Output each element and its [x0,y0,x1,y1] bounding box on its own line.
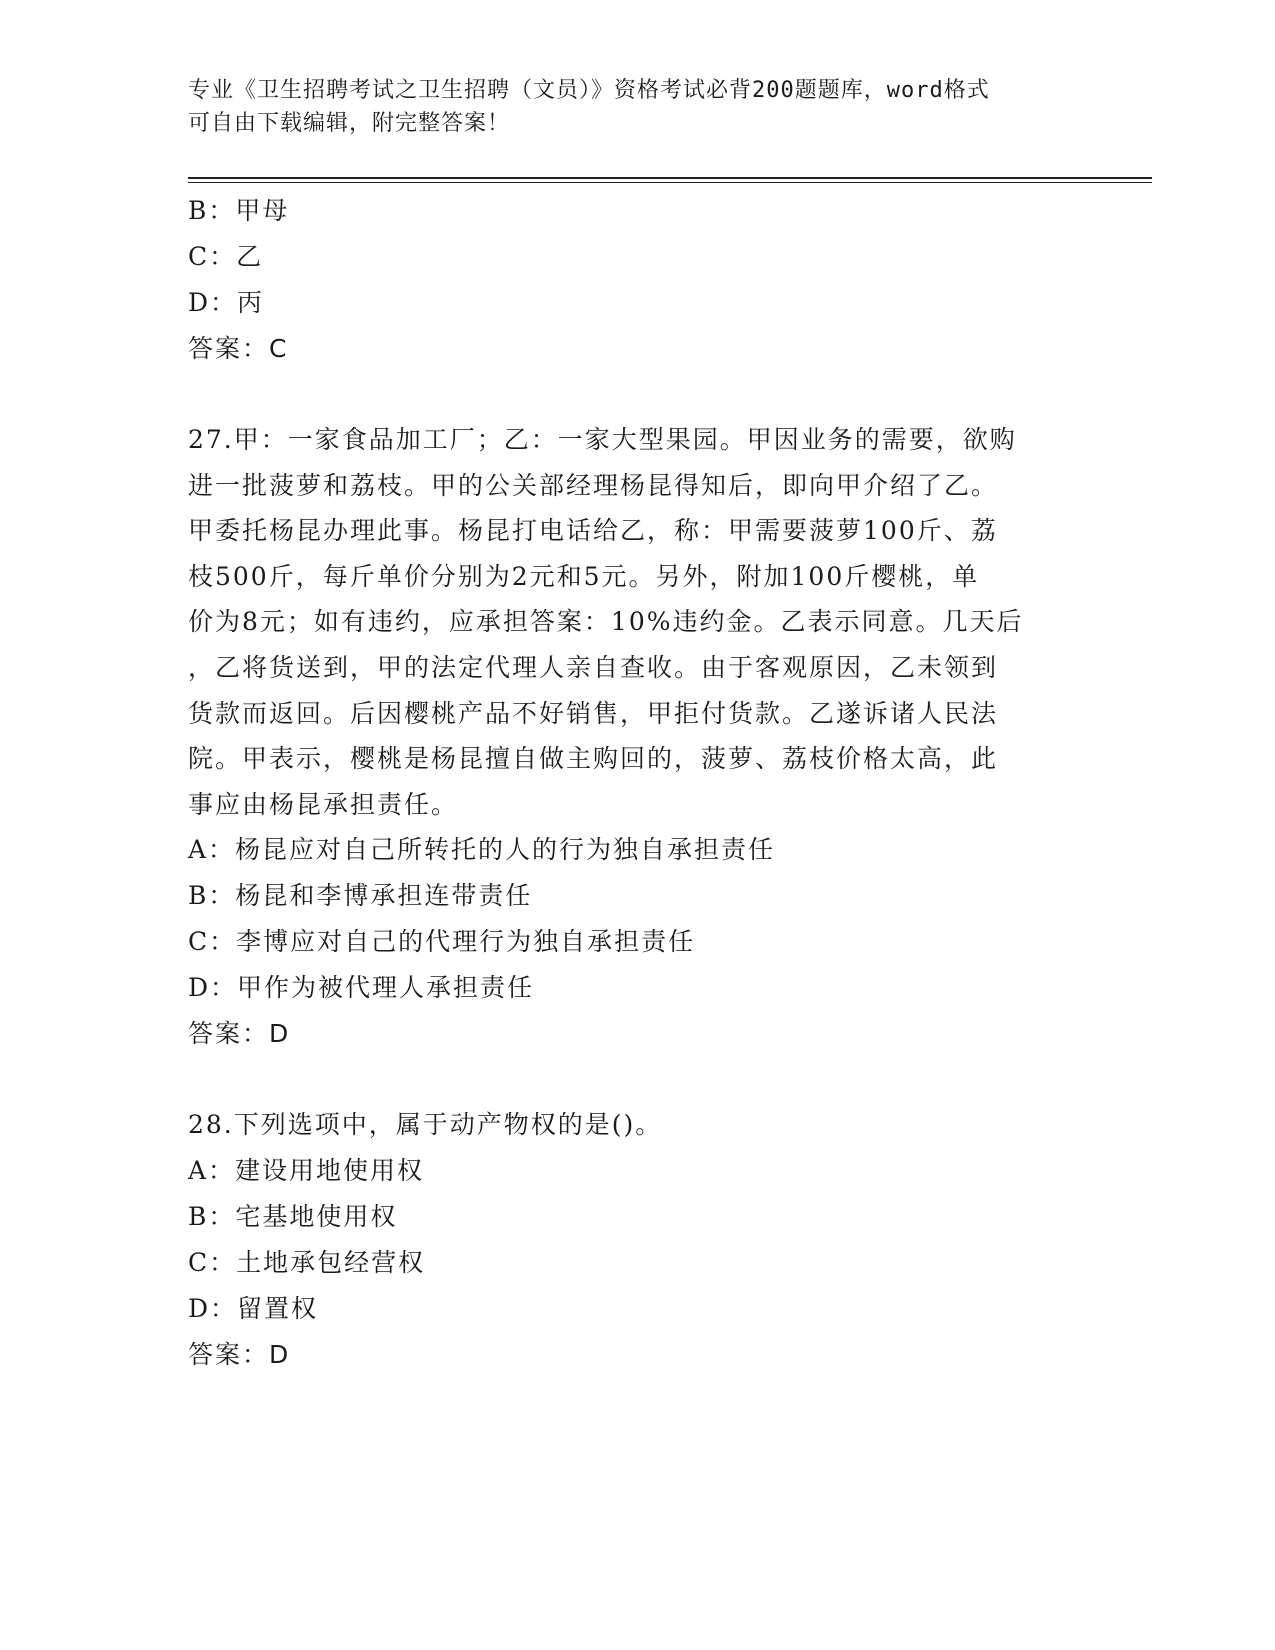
header-line-2: 可自由下载编辑，附完整答案！ [188,111,511,136]
stem-line: 枝500斤，每斤单价分别为2元和5元。另外，附加100斤樱桃，单 [188,561,980,591]
option-c: C：土地承包经营权 [188,1248,426,1278]
option-c: C：李博应对自己的代理行为独自承担责任 [188,927,696,957]
stem-line: 事应由杨昆承担责任。 [188,789,459,819]
stem-line: 甲委托杨昆办理此事。杨昆打电话给乙，称：甲需要菠萝100斤、荔 [188,516,998,546]
option-d: D：丙 [188,288,265,317]
question-27 [188,417,1068,1057]
option-b: B：杨昆和李博承担连带责任 [188,881,533,911]
question-stem [188,417,1068,827]
question-stem: 28.下列选项中，属于动产物权的是()。 [188,1110,663,1140]
option-b: B：宅基地使用权 [188,1202,398,1232]
stem-line: 进一批菠萝和荔枝。甲的公关部经理杨昆得知后，即向甲介绍了乙。 [188,470,999,500]
header-line-1: 专业《卫生招聘考试之卫生招聘（文员）》资格考试必背200题题库，word格式 [188,78,990,103]
stem-line: 院。甲表示，樱桃是杨昆擅自做主购回的，菠萝、荔枝价格太高，此 [188,744,999,774]
answer-line: 答案：D [188,1019,291,1049]
question-28 [188,1102,1068,1378]
option-c: C：乙 [188,242,264,271]
document-body [188,188,1068,1378]
stem-line: 货款而返回。后因樱桃产品不好销售，甲拒付货款。乙遂诉诸人民法 [188,698,999,728]
prev-question [188,188,1068,372]
option-a: A：杨昆应对自己所转托的人的行为独自承担责任 [188,835,776,865]
option-d: D：留置权 [188,1294,319,1324]
stem-line: ，乙将货送到，甲的法定代理人亲自查收。由于客观原因，乙未领到 [188,652,999,682]
stem-line: 27.甲：一家食品加工厂；乙：一家大型果园。甲因业务的需要，欲购 [188,425,1017,454]
option-d: D：甲作为被代理人承担责任 [188,973,535,1003]
answer-line: 答案：C [188,334,289,363]
option-a: A：建设用地使用权 [188,1156,425,1186]
option-b: B：甲母 [188,196,290,225]
stem-line: 价为8元；如有违约，应承担答案：10%违约金。乙表示同意。几天后 [188,607,1024,637]
document-header [188,74,1068,140]
header-rule-thin [188,182,1152,183]
answer-line: 答案：D [188,1340,291,1370]
header-rule-thick [188,177,1152,179]
